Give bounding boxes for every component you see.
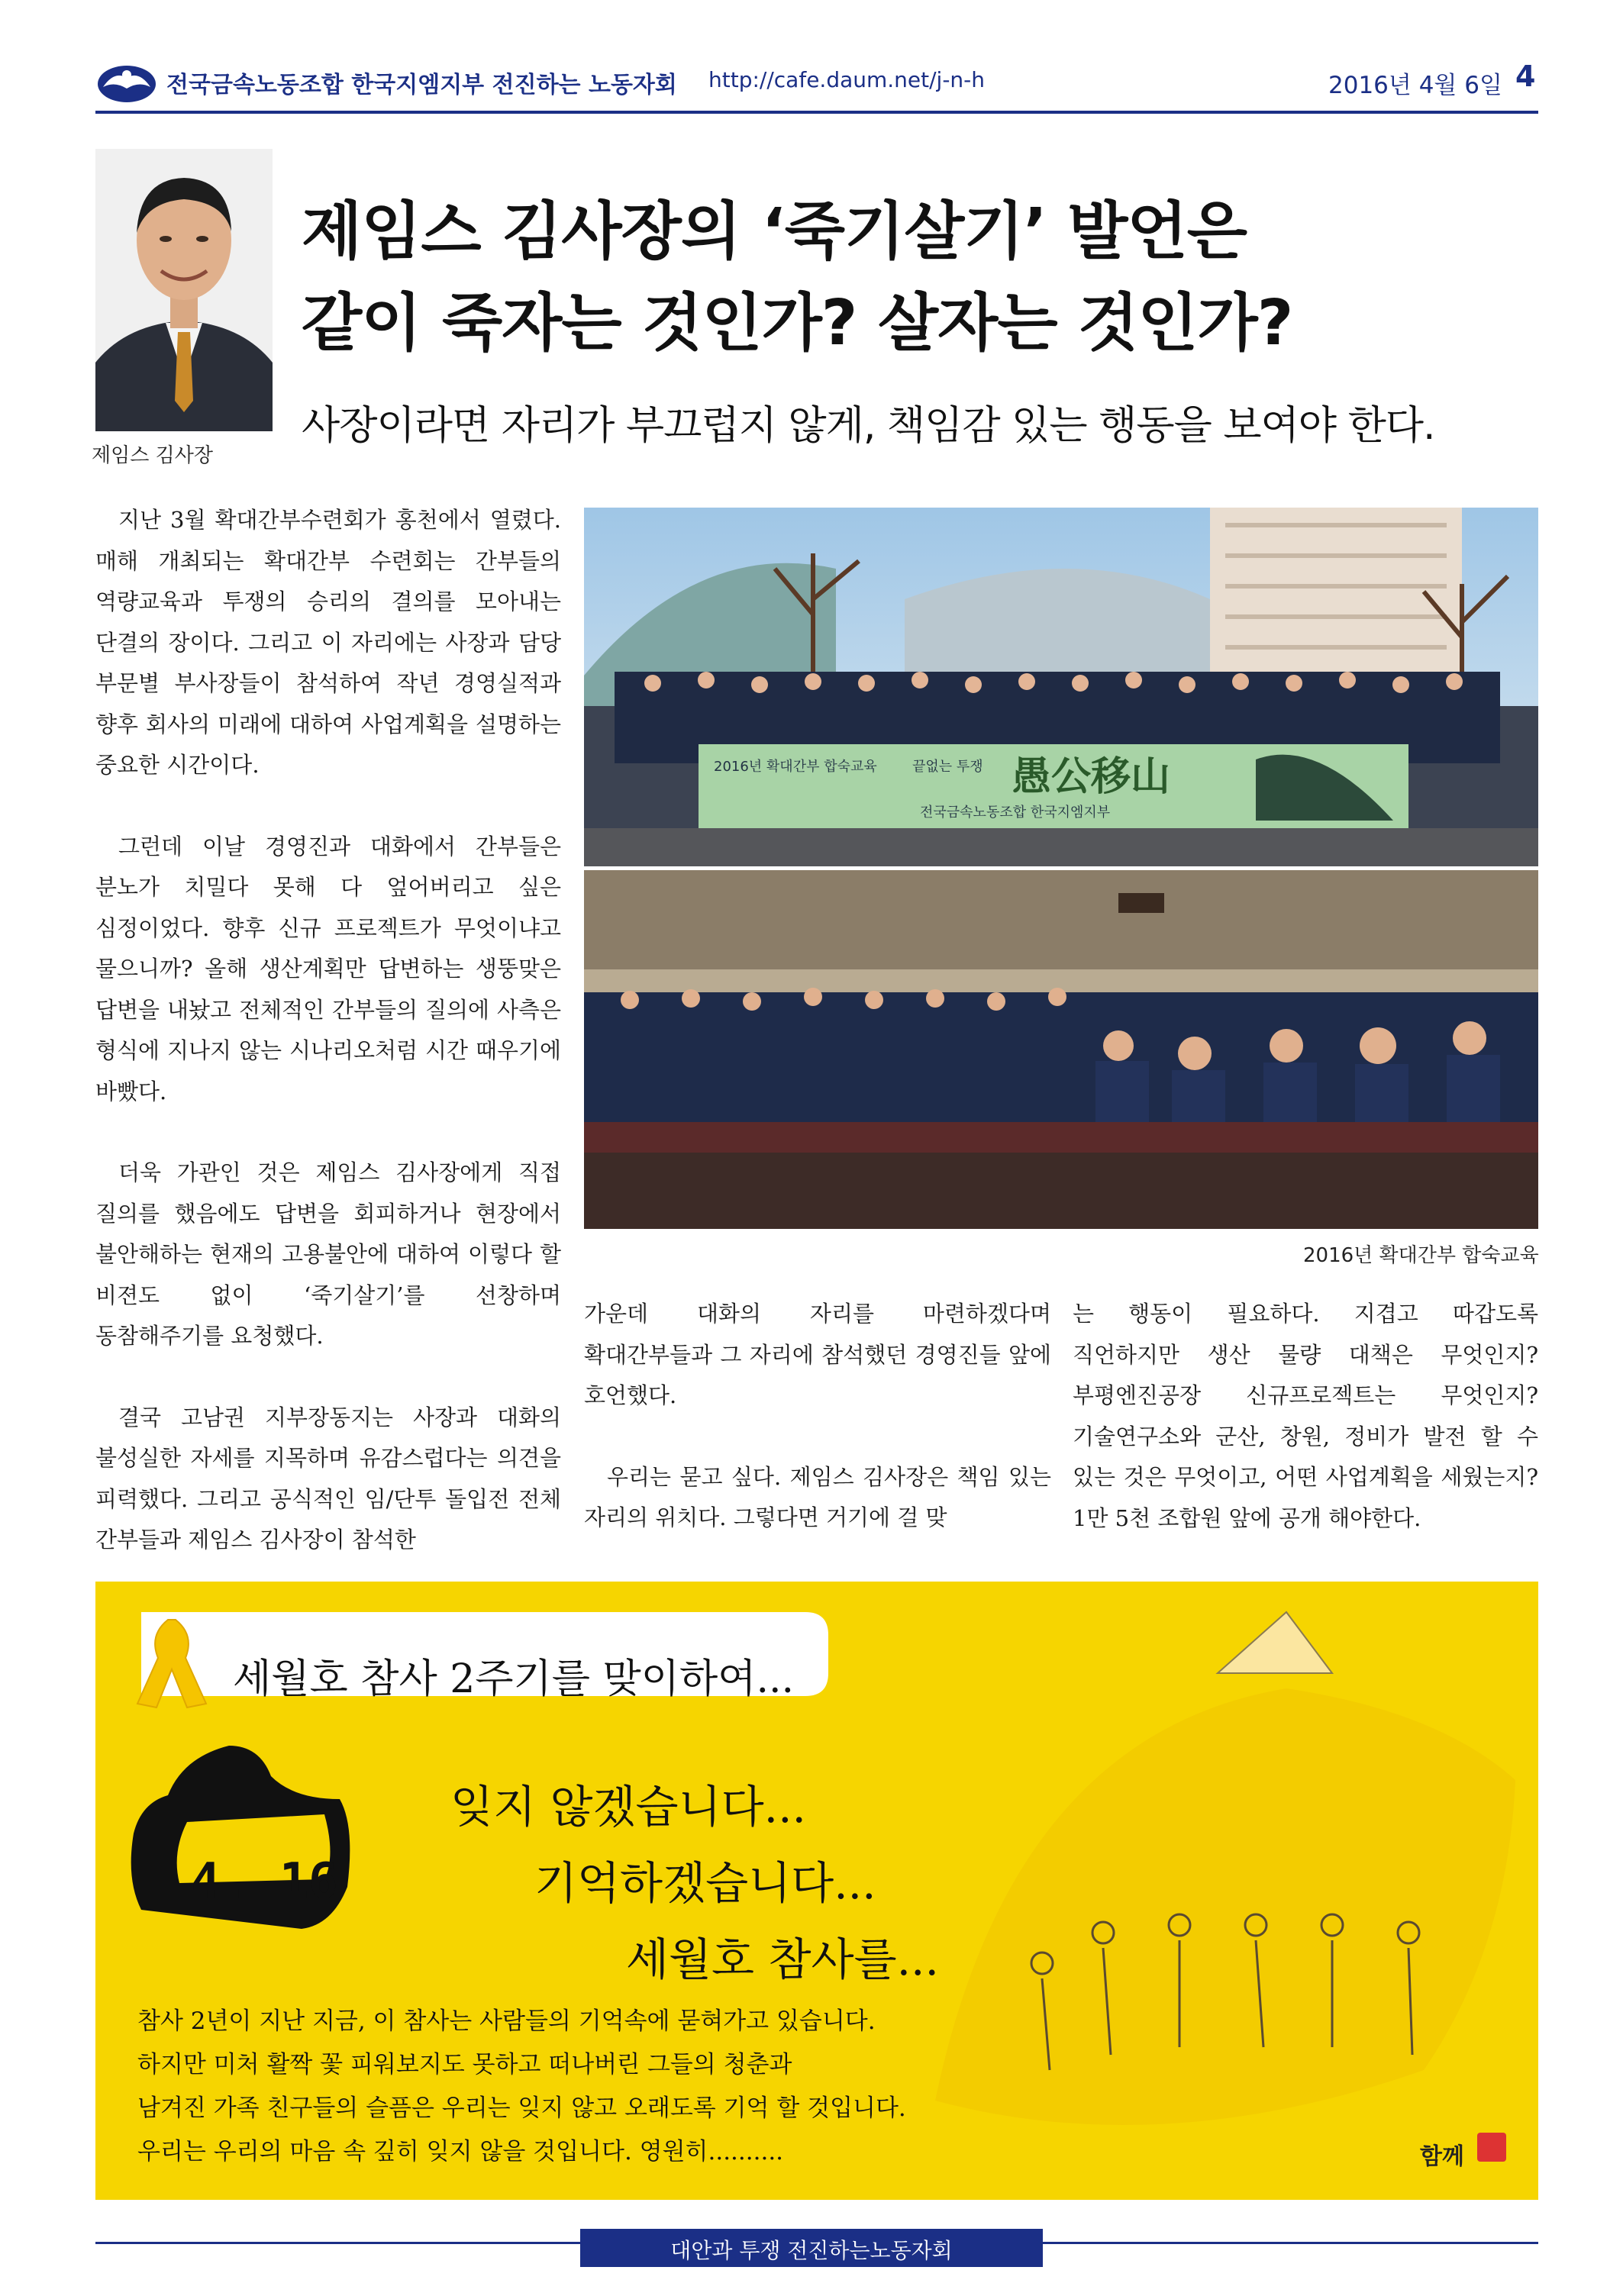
portrait-caption: 제임스 김사장 [92,444,213,467]
memorial-body-line: 하지만 미처 활짝 꽃 피워보지도 못하고 떠나버린 그들의 청춘과 [137,2051,792,2078]
article-paragraph: 그런데 이날 경영진과 대화에서 간부들은 분노가 치밀다 못해 다 엎어버리고 싶은 심정이었다. 향후 신규 프로젝트가 무엇이냐고 물으니까? 올해 생산계획만 답변하는 생뚱맞은 답변을 내놨고 전체적인 간부들의 질의에 사측은 형식에 지나지 않는 시나리오처럼 시간 때우기에 바빴다. [95,833,561,1104]
memorial-body-line: 참사 2년이 지난 지금, 이 참사는 사람들의 기억속에 묻혀가고 있습니다. [137,2007,876,2035]
headline-line-1: 제임스 김사장의 ‘죽기살기’ 발언은 [302,195,1247,268]
memorial-date-label: 4. 16 [191,1853,338,1910]
article-paragraph: 결국 고남권 지부장동지는 사장과 대화의 불성실한 자세를 지목하며 유감스럽다는 의견을 피력했다. 그리고 공식적인 임/단투 돌입전 전체 간부들과 제임스 김사장이 참석한 [95,1404,561,1553]
seal-stamp [1477,2133,1506,2162]
article-paragraph: 우리는 묻고 싶다. 제임스 김사장은 책임 있는 자리의 위치다. 그렇다면 거기에 걸 맞 [584,1463,1051,1530]
banner-hanja: 愚公移山 [1012,753,1171,800]
masthead-url[interactable]: http://cafe.daum.net/j-n-h [708,67,986,92]
memorial-banner-text: 세월호 참사 2주기를 맞이하여... [233,1656,795,1702]
article-column-left [95,500,561,1601]
group-photo-indoor [584,870,1538,1229]
portrait-photo [95,149,273,431]
article-paragraph: 더욱 가관인 것은 제임스 김사장에게 직접 질의를 했음에도 답변을 회피하거나 현장에서 불안해하는 현재의 고용불안에 대하여 이렇다 할 비젼도 없이 ‘죽기살기’를 선창하며 동참해주기를 요청했다. [95,1159,561,1349]
photo-caption: 2016년 확대간부 합숙교육 [1303,1244,1539,1267]
header-rule [95,111,1538,114]
masthead-date: 2016년 4월 6일 [1328,72,1502,99]
page-number: 4 [1515,60,1536,93]
memorial-body-line: 우리는 우리의 마음 속 깊히 잊지 않을 것입니다. 영원히.......... [137,2138,784,2165]
group-photo-outdoor [584,508,1538,866]
memorial-body [137,2000,977,2174]
banner-text-line1: 2016년 확대간부 합숙교육 [714,759,877,775]
union-logo-icon [95,61,158,104]
article-paragraph: 는 행동이 필요하다. 지겹고 따갑도록 직언하지만 생산 물량 대책은 무엇인지? 부평엔진공장 신규프로젝트는 무엇인지? 기술연구소와 군산, 창원, 정비가 발전 할 수 있는 것은 무엇이고, 어떤 사업계획을 세웠는지? 1만 5천 조합원 앞에 공개 해야한다. [1073,1301,1538,1531]
artist-signature: 함께 [1420,2143,1464,2170]
article-column-right [1073,1294,1538,1579]
remember-line-1: 잊지 않겠습니다... [450,1781,806,1833]
banner-slogan: 끝없는 투쟁 [912,759,983,775]
article-paragraph: 지난 3월 확대간부수련회가 홍천에서 열렸다. 매해 개최되는 확대간부 수련회는 간부들의 역량교육과 투쟁의 승리의 결의를 모아내는 단결의 장이다. 그리고 이 자리에는 사장과 담당 부문별 부사장들이 참석하여 작년 경영실적과 향후 회사의 미래에 대하여 사업계획을 설명하는 중요한 시간이다. [95,507,561,778]
headline-line-2: 같이 죽자는 것인가? 살자는 것인가? [302,287,1293,360]
article-column-middle [584,1294,1051,1579]
subheadline: 사장이라면 자리가 부끄럽지 않게, 책임감 있는 행동을 보여야 한다. [302,403,1435,449]
article-paragraph: 가운데 대화의 자리를 마련하겠다며 확대간부들과 그 자리에 참석했던 경영진들 앞에 호언했다. [584,1301,1051,1408]
masthead-title: 전국금속노동조합 한국지엠지부 전진하는 노동자회 [166,72,677,98]
memorial-body-line: 남겨진 가족 친구들의 슬픔은 우리는 잊지 않고 오래도록 기억 할 것입니다. [137,2094,906,2122]
footer-text: 대안과 투쟁 전진하는노동자회 [670,2238,953,2263]
remember-line-2: 기억하겠습니다... [534,1857,876,1909]
remember-line-3: 세월호 참사를... [626,1933,939,1985]
banner-union: 전국금속노동조합 한국지엠지부 [920,805,1111,821]
